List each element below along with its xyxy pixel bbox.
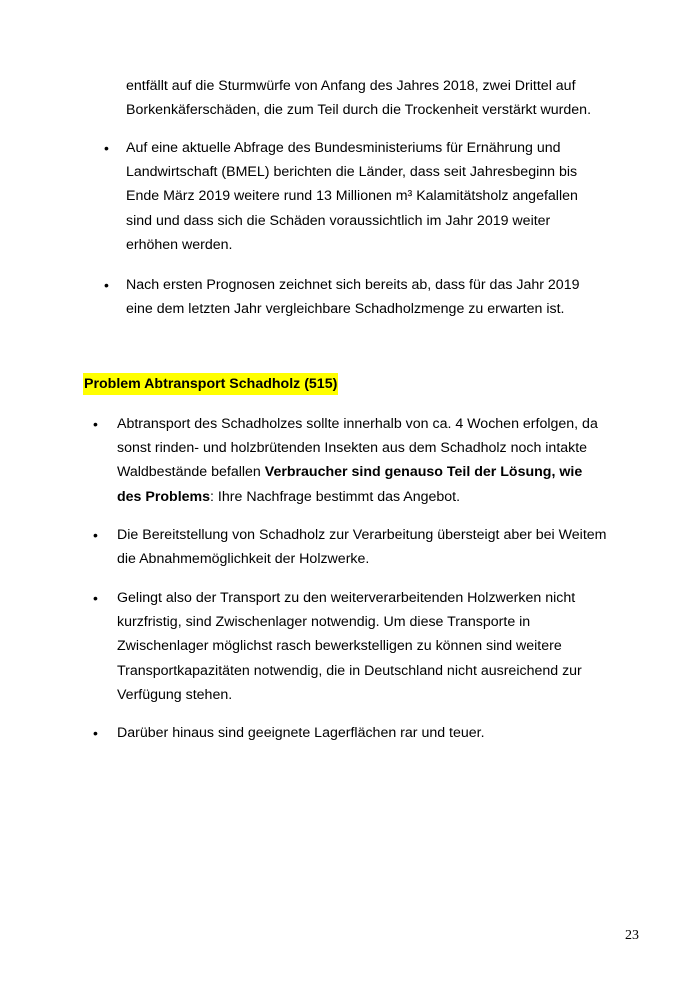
bullet-lagerflaechen: Darüber hinaus sind geeignete Lagerflächen rar und teuer. xyxy=(117,725,485,741)
bullet-icon: • xyxy=(93,590,98,606)
bullet-abtransport-bold: Verbraucher sind genauso Teil der Lösung, wie des Problems xyxy=(117,464,583,505)
bullet-abtransport-text: Abtransport des Schadholzes sollte innerhalb von ca. 4 Wochen erfolgen, da sonst rinden- und holzbrütenden Insekten aus dem Schadholz noch intakte Waldbestände befallen xyxy=(117,416,598,481)
bullet-icon: • xyxy=(104,277,109,293)
intro-continuation: entfällt auf die Sturmwürfe von Anfang des Jahres 2018, zwei Drittel auf Borkenkäferschäden, die zum Teil durch die Trockenheit verstärkt wurden. xyxy=(126,78,592,119)
bullet-bereitstellung: Die Bereitstellung von Schadholz zur Verarbeitung übersteigt aber bei Weitem die Abnahmemöglichkeit der Holzwerke. xyxy=(117,527,607,568)
bullet-icon: • xyxy=(104,140,109,156)
bullet-abtransport-tail: : Ihre Nachfrage bestimmt das Angebot. xyxy=(210,488,461,505)
bullet-abtransport xyxy=(117,412,607,509)
bullet-zwischenlager: Gelingt also der Transport zu den weiterverarbeitenden Holzwerken nicht kurzfristig, sind Zwischenlager notwendig. Um diese Transporte in Zwischenlager möglichst rasch bewerkstelligen zu können sind weitere Transportkapazitäten notwendig, die in Deutschland nicht ausreichend zur Verfügung stehen. xyxy=(117,590,582,703)
bullet-forecast: Nach ersten Prognosen zeichnet sich bereits ab, dass für das Jahr 2019 eine dem letzten Jahr vergleichbare Schadholzmenge zu erwarten ist. xyxy=(126,277,580,318)
page-number: 23 xyxy=(625,928,639,943)
section-heading: Problem Abtransport Schadholz (515) xyxy=(83,373,338,395)
bullet-icon: • xyxy=(93,527,98,543)
bullet-icon: • xyxy=(93,416,98,432)
bullet-bmel-report: Auf eine aktuelle Abfrage des Bundesministeriums für Ernährung und Landwirtschaft (BMEL) berichten die Länder, dass seit Jahresbeginn bis Ende März 2019 weitere rund 13 Millionen m³ Kalamitätsholz angefallen sind und dass sich die Schäden voraussichtlich im Jahr 2019 weiter erhöhen werden. xyxy=(126,140,578,253)
bullet-icon: • xyxy=(93,725,98,741)
